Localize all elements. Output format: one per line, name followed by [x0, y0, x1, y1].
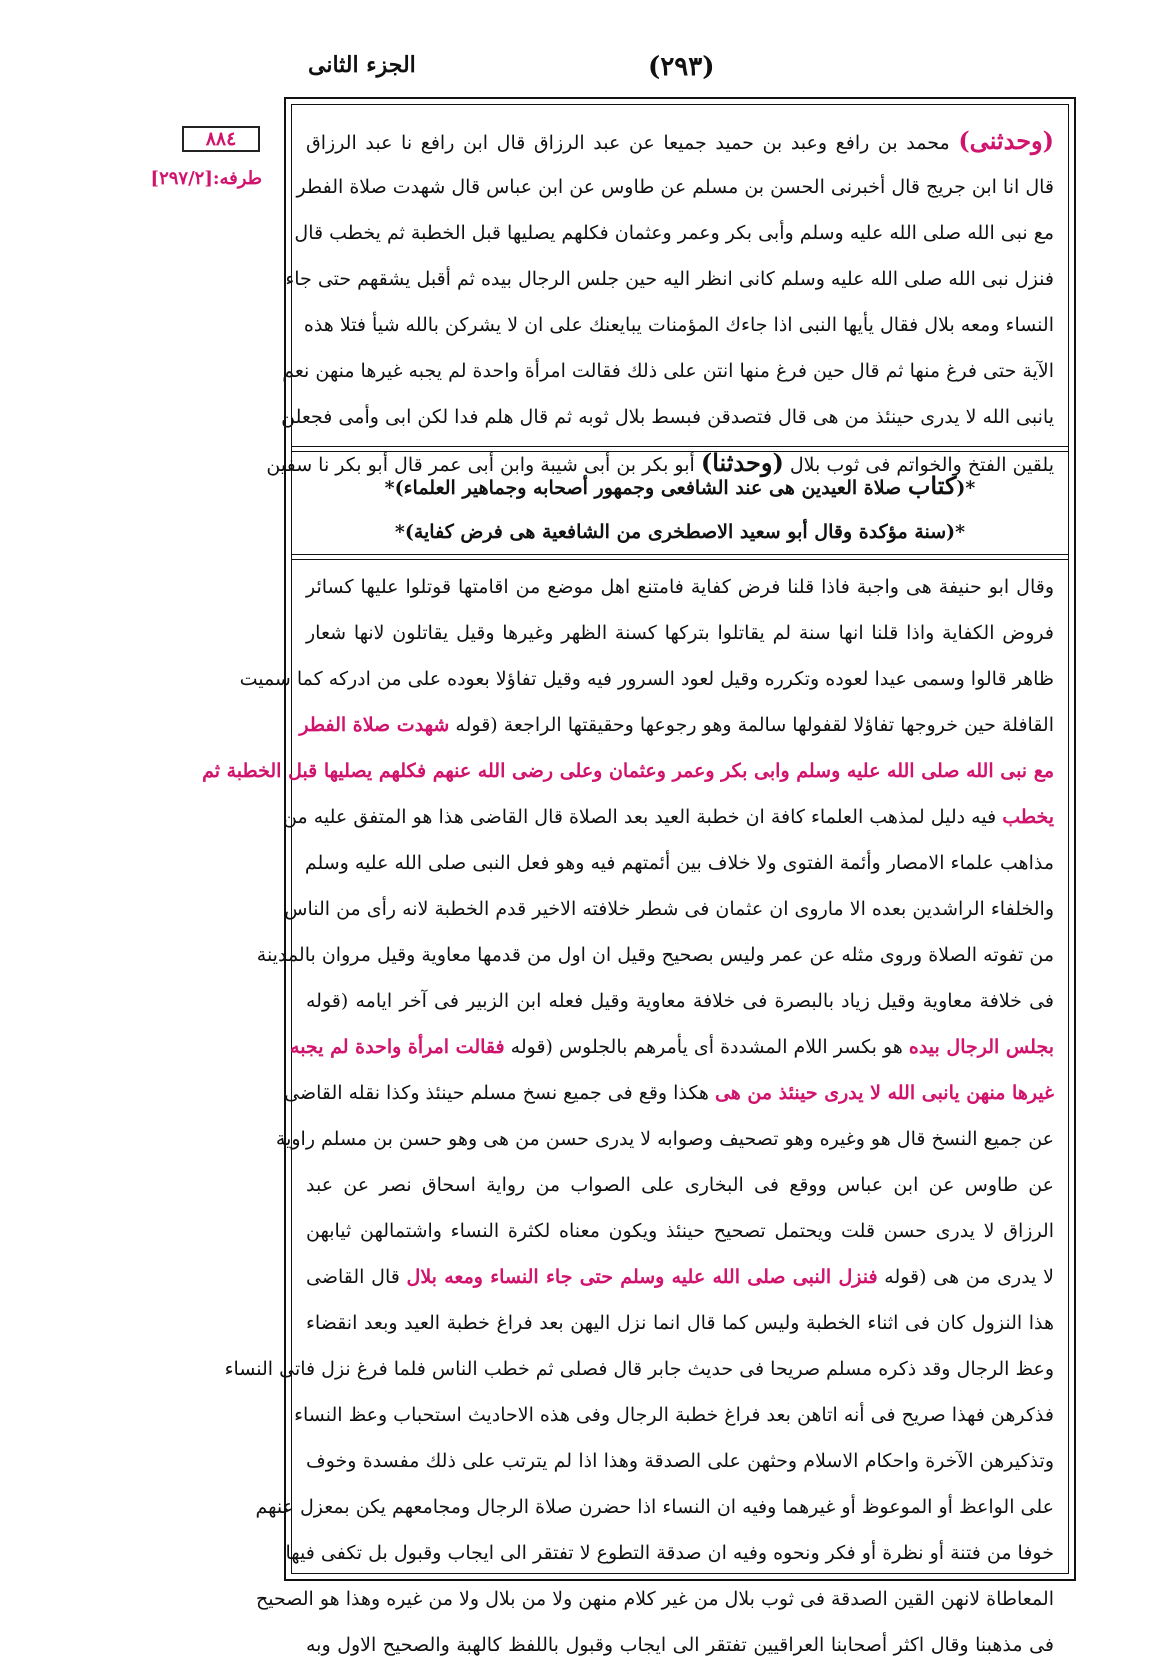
second-opening: (وحدثنا) — [700, 448, 784, 477]
commentary-segment: وقال ابو حنيفة هى واجبة فاذا قلنا فرض كفاية فامتنع اهل موضع من اقامتها قوتلوا عليها كسائر — [306, 576, 1054, 598]
commentary-segment: هذا النزول كان فى اثناء الخطبة وليس كما قال انما نزل اليهن بعد فراغ خطبة العيد وبعد انقضاء — [306, 1312, 1054, 1334]
hadith-line: (وحدثنى) محمد بن رافع وعبد بن حميد جميعا عن عبد الرزاق قال ابن رافع نا عبد الرزاق — [306, 126, 1054, 155]
commentary-line — [283, 794, 1054, 840]
commentary-line — [306, 978, 1054, 1024]
commentary-line — [306, 1300, 1054, 1346]
quoted-hadith-text: مع نبى الله صلى الله عليه وسلم وابى بكر وعمر وعثمان وعلى رضى الله عنهم فكلهم يصليها قبل الخطبة ثم — [202, 760, 1054, 782]
commentary-segment: ظاهر قالوا وسمى عيدا لعوده وتكرره وقيل لعود السرور فيه وقيل تفاؤلا بعوده على من ادركه كما سميت — [239, 668, 1054, 690]
commentary-segment: هكذا وقع فى جميع نسخ مسلم حينئذ وكذا نقله القاضى — [284, 1082, 715, 1104]
quoted-hadith-text: بجلس الرجال بيده — [908, 1036, 1054, 1058]
commentary-line — [294, 1392, 1054, 1438]
commentary-line — [299, 702, 1054, 748]
hadith-text — [266, 118, 1054, 486]
book-heading-line: *(سنة مؤكدة وقال أبو سعيد الاصطخرى من الشافعية هى فرض كفاية)* — [394, 521, 966, 543]
quoted-hadith-text: يخطب — [1002, 806, 1054, 828]
commentary-segment: مذاهب علماء الامصار وأئمة الفتوى ولا خلاف بين أئمتهم فيه وهو فعل النبى صلى الله عليه وسلم — [304, 852, 1054, 874]
commentary-line — [306, 1254, 1054, 1300]
commentary-line — [275, 1116, 1054, 1162]
commentary-line — [284, 1070, 1054, 1116]
commentary-segment: وتذكيرهن الآخرة واحكام الاسلام وحثهن على الصدقة وهذا اذا لم يترتب على ذلك مفسدة وخوف — [306, 1450, 1054, 1472]
quoted-hadith-text: غيرها منهن يانبى الله لا يدرى حينئذ من هى — [714, 1082, 1054, 1104]
commentary-segment: فيه دليل لمذهب العلماء كافة ان خطبة العيد بعد الصلاة قال القاضى هذا هو المتفق عليه من — [283, 806, 1003, 828]
commentary-line — [284, 886, 1054, 932]
hadith-line: فنزل نبى الله صلى الله عليه وسلم كانى انظر اليه حين جلس الرجال بيده ثم أقبل يشقهم حتى جاء — [285, 268, 1054, 290]
commentary-line — [306, 1438, 1054, 1484]
commentary-segment: عن جميع النسخ قال هو وغيره وهو تصحيف وصوابه لا يدرى حسن من هى وهو حسن بن مسلم راوية — [275, 1128, 1054, 1150]
volume-label: الجزء الثانى — [308, 52, 416, 78]
commentary-line — [255, 1484, 1054, 1530]
commentary-line — [306, 564, 1054, 610]
commentary-segment: فى خلافة معاوية وقيل زياد بالبصرة فى خلافة معاوية وقيل فعله ابن الزبير فى آخر ايامه (قوله — [306, 990, 1054, 1012]
book-heading — [306, 463, 1054, 555]
hadith-line: النساء ومعه بلال فقال يأيها النبى اذا جاءك المؤمنات يبايعنك على ان لا يشركن بالله شيأ فتلا هذه — [303, 314, 1054, 336]
hadith-line: قال انا ابن جريج قال أخبرنى الحسن بن مسلم عن طاوس عن ابن عباس قال شهدت صلاة الفطر — [296, 176, 1054, 198]
quoted-hadith-text: فنزل النبى صلى الله عليه وسلم حتى جاء النساء ومعه بلال — [406, 1266, 878, 1288]
commentary-segment: لا يدرى من هى (قوله — [877, 1266, 1055, 1288]
commentary-segment: المعاطاة لانهن القين الصدقة فى ثوب بلال من غير كلام منهن ولا من بلال ولا من غيره وهذا هو الصحيح — [256, 1588, 1054, 1610]
commentary-line — [306, 610, 1054, 656]
commentary-segment: فذكرهن فهذا صريح فى أنه اتاهن بعد فراغ خطبة الرجال وفى هذه الاحاديث استحباب وعظ النساء — [294, 1404, 1054, 1426]
commentary-line — [306, 1208, 1054, 1254]
commentary-segment: عن طاوس عن ابن عباس ووقع فى البخارى على الصواب من رواية اسحاق نصر عن عبد — [306, 1174, 1054, 1196]
hadith-line: الآية حتى فرغ منها ثم قال حين فرغ منها انتن على ذلك فقالت امرأة واحدة لم يجبه غيرها منهن نعم — [282, 360, 1054, 382]
commentary-line — [290, 1024, 1054, 1070]
commentary-line — [285, 1530, 1054, 1576]
commentary-segment: فروض الكفاية واذا قلنا انها سنة لم يقاتلوا بتركها كسنة الظهر وغيرها وقيل يقاتلون لانها شعار — [306, 622, 1054, 644]
commentary-text — [202, 564, 1055, 1668]
commentary-line — [256, 1576, 1054, 1622]
commentary-line — [256, 932, 1054, 978]
cross-reference: طرفه:[٢٩٧/٢] — [150, 168, 262, 189]
commentary-segment: من تفوته الصلاة وروى مثله عن عمر وليس بصحيح وقيل ان اول من قدمها معاوية وقيل مروان بالمدينة — [256, 944, 1054, 966]
hadith-number-box: ٨٨٤ — [182, 126, 260, 152]
page-number: (٢٩٣) — [648, 52, 715, 82]
commentary-segment: القافلة حين خروجها تفاؤلا لقفولها سالمة وهو رجوعها وحقيقتها الراجعة (قوله — [449, 714, 1054, 736]
divider-line — [291, 559, 1069, 560]
hadith-line: يانبى الله لا يدرى حينئذ من هى قال فتصدقن فبسط بلال ثوبه ثم قال هلم فدا لكن ابى وأمى فجعلن — [281, 406, 1054, 428]
commentary-segment: والخلفاء الراشدين بعده الا ماروى ان عثمان فى شطر خلافته الاخير قدم الخطبة لانه رأى من الناس — [284, 898, 1054, 920]
commentary-segment: وعظ الرجال وقد ذكره مسلم صريحا فى حديث جابر قال فصلى ثم خطب الناس فلما فرغ نزل فاتى النساء — [224, 1358, 1054, 1380]
book-title-word: كتاب — [907, 471, 957, 500]
commentary-segment: على الواعظ أو الموعوظ أو غيرهما وفيه ان النساء اذا حضرن صلاة الرجال ومجامعهم يكن بمعزل عنهم — [255, 1496, 1054, 1518]
commentary-line — [306, 1162, 1054, 1208]
commentary-line — [224, 1346, 1054, 1392]
hadith-line: يلقين الفتخ والخواتم فى ثوب بلال (وحدثنا) أبو بكر بن أبى شيبة وابن أبى عمر قال أبو بكر نا سفين — [266, 448, 1054, 477]
quoted-hadith-text: شهدت صلاة الفطر — [299, 714, 450, 736]
hadith-line: مع نبى الله صلى الله عليه وسلم وأبى بكر وعمر وعثمان فكلهم يصليها قبل الخطبة ثم يخطب قال — [294, 222, 1054, 244]
quoted-hadith-text: فقالت امرأة واحدة لم يجبه — [290, 1036, 505, 1058]
commentary-line — [306, 1622, 1054, 1668]
commentary-line — [306, 840, 1054, 886]
commentary-segment: هو بكسر اللام المشددة أى يأمرهم بالجلوس (قوله — [504, 1036, 909, 1058]
commentary-segment: قال القاضى — [306, 1266, 407, 1288]
commentary-line — [239, 656, 1054, 702]
hadith-opening: (وحدثنى) — [958, 126, 1054, 155]
commentary-segment: فى مذهبنا وقال اكثر أصحابنا العراقيين تفتقر الى ايجاب وقبول باللفظ كالهبة والصحيح الاول وبه — [306, 1634, 1054, 1656]
commentary-segment: الرزاق لا يدرى حسن قلت ويحتمل تصحيح حينئذ ويكون معناه لكثرة النساء واشتمالهن ثيابهن — [306, 1220, 1054, 1242]
commentary-segment: خوفا من فتنة أو نظرة أو فكر ونحوه وفيه ان صدقة التطوع لا تفتقر الى ايجاب وقبول بل تكفى فيها — [285, 1542, 1054, 1564]
commentary-line — [202, 748, 1054, 794]
book-heading-line: *(كتاب صلاة العيدين هى عند الشافعى وجمهور أصحابه وجماهير العلماء)* — [384, 471, 976, 500]
